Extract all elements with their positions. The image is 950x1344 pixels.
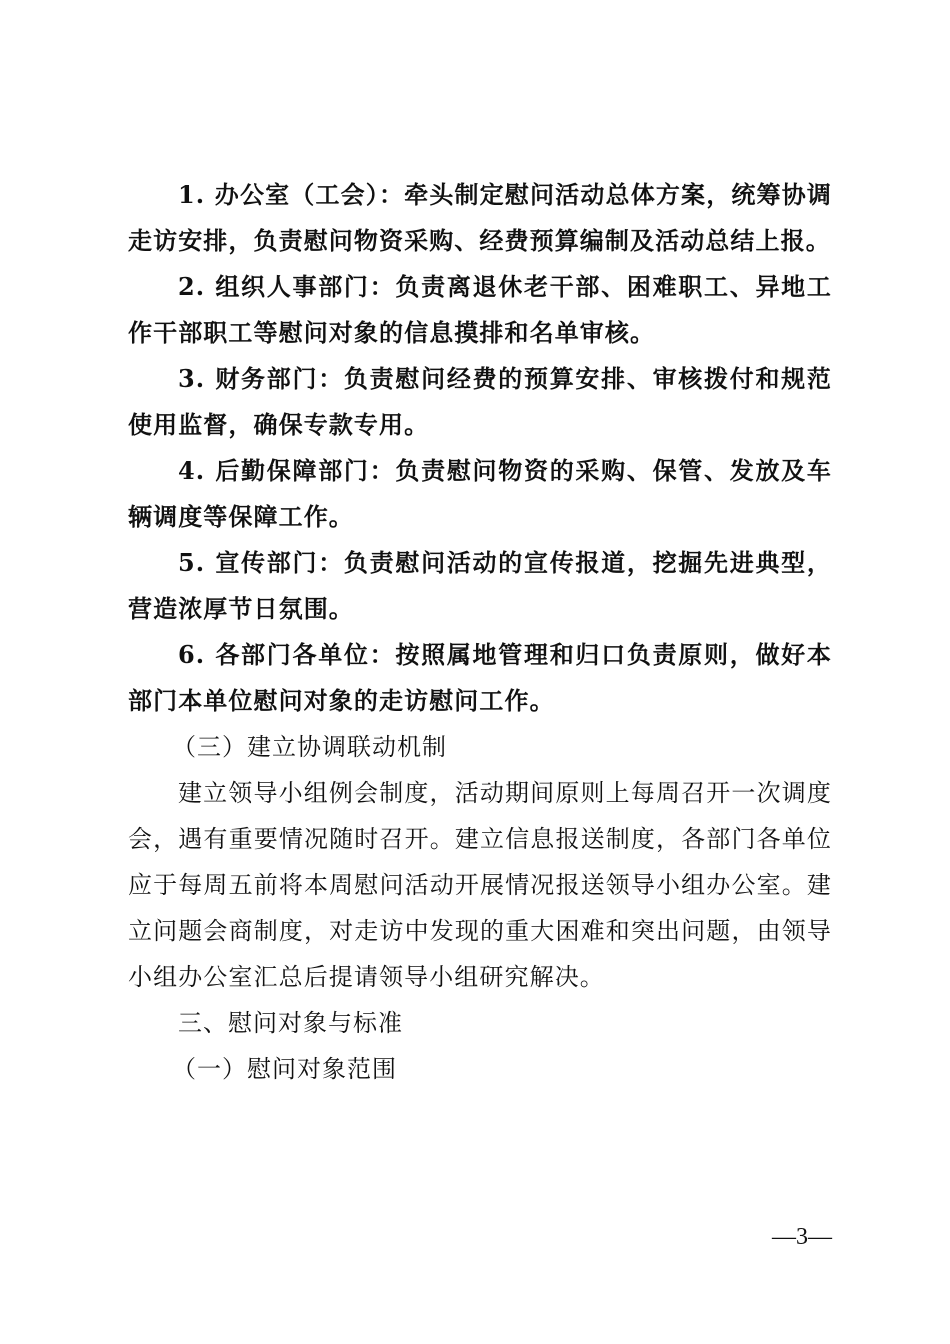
section-heading-coordination: （三）建立协调联动机制 (172, 733, 447, 761)
paragraph-units-duties: 6. 各部门各单位：按照属地管理和归口负责原则，做好本部门本单位慰问对象的走访慰问工作。 (128, 640, 832, 715)
chapter-heading-targets-standards: 三、慰问对象与标准 (178, 1009, 403, 1037)
paragraph-finance-duties: 3. 财务部门：负责慰问经费的预算安排、审核拨付和规范使用监督，确保专款专用。 (128, 364, 832, 439)
paragraph-office-duties: 1. 办公室（工会）：牵头制定慰问活动总体方案，统筹协调走访安排，负责慰问物资采购、经费预算编制及活动总结上报。 (128, 180, 832, 255)
paragraph-publicity-duties: 5. 宣传部门：负责慰问活动的宣传报道，挖掘先进典型，营造浓厚节日氛围。 (128, 548, 832, 623)
paragraph-logistics-duties: 4. 后勤保障部门：负责慰问物资的采购、保管、发放及车辆调度等保障工作。 (128, 456, 832, 531)
paragraph-coordination-mechanism: 建立领导小组例会制度，活动期间原则上每周召开一次调度会，遇有重要情况随时召开。建立信息报送制度，各部门各单位应于每周五前将本周慰问活动开展情况报送领导小组办公室。建立问题会商制度，对走访中发现的重大困难和突出问题，由领导小组办公室汇总后提请领导小组研究解决。 (128, 779, 832, 991)
section-heading-target-scope: （一）慰问对象范围 (172, 1055, 397, 1083)
paragraph-personnel-duties: 2. 组织人事部门：负责离退休老干部、困难职工、异地工作干部职工等慰问对象的信息摸排和名单审核。 (128, 272, 832, 347)
document-body (128, 172, 832, 1092)
page-number: —3— (772, 1224, 832, 1250)
